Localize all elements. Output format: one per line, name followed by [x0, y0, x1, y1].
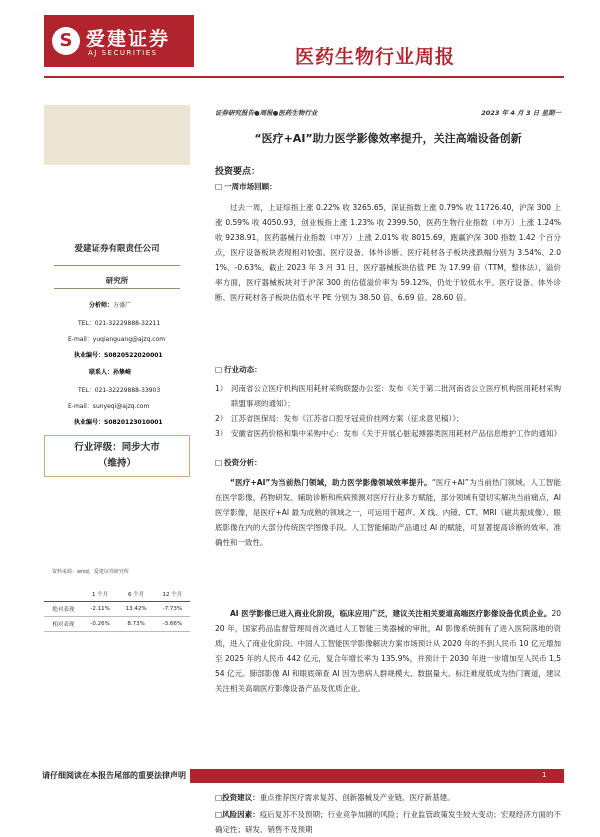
investment-analysis-heading [215, 457, 262, 468]
item-number: 3） [215, 429, 228, 438]
heading-label: 投资分析： [224, 458, 262, 467]
heading-label: 一周市场回顾： [224, 182, 277, 191]
list-item [215, 426, 561, 441]
report-type: 证券研究报告●周报●医药生物行业 [215, 109, 318, 117]
table-row [44, 617, 190, 632]
contact-name: 孙挚崎 [113, 369, 132, 376]
contact-email: E-mail：sunyeqi@ajzq.com [68, 403, 150, 410]
table-cell: 13.42% [125, 606, 147, 612]
logo-mark-icon: S [52, 27, 80, 55]
rating-maintain: （维持） [97, 458, 136, 469]
analyst-name: 方盛广 [113, 302, 132, 309]
contact-name-line [89, 367, 131, 376]
page-number: 1 [542, 771, 547, 779]
logo-chinese-name: 爱建证券 [86, 28, 171, 50]
checkbox-icon: □ [215, 365, 223, 374]
column-header: 6 个月 [127, 592, 145, 598]
sidebar-banner [44, 105, 190, 165]
heading-label: 行业动态： [224, 365, 262, 374]
table-cell: -3.66% [162, 621, 183, 627]
investment-points-heading: 投资要点： [215, 167, 261, 177]
item-text: 河南省公立医疗机构医用耗材采购联盟办公室：发布《关于第二批河南省公立医疗机构医用耗材采购联盟事项的通知》； [231, 384, 561, 408]
table-row [44, 602, 190, 617]
investment-suggestion [215, 790, 561, 805]
analyst-tel: TEL：021-32229888-32211 [78, 320, 161, 327]
market-review-text: 过去一周，上证综指上涨 0.22% 收 3265.65，深证指数上涨 0.79% 收 11726.40，沪深 300 上涨 0.59% 收 4050.93，创业板指上涨 1.23% 收 2399.50，医药生物行业指数（申万）上涨 1.24% 收 9238.91，医药器械行业指数（申万）上涨 2.01% 收 8015.69，跑赢沪深 300 指数 1.42 个百分点，医疗设备板块表现相对较强。医疗设备、体外诊断、医疗耗材各子板块涨跌幅分别为 3.54%、2.01%、-0.63%。截止 2023 年 3 月 31 日，医疗器械板块估值 PE 为 17.99 倍（TTM，整体法），溢价率方面，医疗器械板块对于沪深 300 的估值溢价率为 59.12%，仍处于较低水平。医疗设备、体外诊断、医疗耗材各子板块估值水平 PE 分别为 38.50 倍、6.69 倍、28.60 倍。 [215, 203, 561, 302]
analysis-paragraph-2 [215, 606, 561, 696]
contact-label: 联系人： [89, 369, 114, 376]
header-divider [44, 76, 564, 78]
analyst-email: E-mail：yuqianguang@ajzq.com [68, 336, 166, 343]
item-number: 1） [215, 384, 228, 393]
paragraph-lead: “医疗+AI”为当前热门领域，助力医学影像领域效率提升。 [230, 478, 432, 487]
table-cell: 相对表现 [52, 622, 75, 628]
analyst-label: 分析师： [89, 302, 114, 309]
checkbox-icon: □ [215, 182, 223, 191]
contact-tel: TEL：021-32229888-33903 [78, 387, 161, 394]
cert-number: S0820123010001 [104, 419, 163, 426]
analyst-name-line [89, 300, 131, 309]
suggestion-text: 重点推荐医疗需求复苏、创新器械及产业链、医疗新基建。 [259, 793, 455, 802]
paragraph-body: “医疗+AI”为当前热门领域，人工智能在医学影像、药物研发、辅助诊断和疾病预测对医疗行业多方赋能，部分领域有望切实解决当前痛点，AI 医学影像，是医疗+AI 最为成熟的领域之一，可运用于超声、X 线、内镜、CT、MRI（磁共振成像）、眼底影像在内的大部分传统医学图像手段。人工智能辅助产品通过 AI 的赋能，可显著提高诊断的效率、准确性和一致性。 [215, 478, 561, 547]
contact-cert-line [74, 417, 163, 426]
item-text: 江苏省医保局：发布《江苏省口腔牙冠竞价挂网方案（征求意见稿）》； [231, 414, 464, 423]
rating-line: 行业评级：同步大市 [74, 442, 160, 453]
legal-disclaimer: 请仔细阅读在本报告尾部的重要法律声明 [38, 769, 190, 783]
risk-text: 疫后复苏不及预期；行业竞争加剧的风险；行业监管政策发生较大变动；宏观经济方面的不确定性；研发、销售不及预期 [215, 810, 561, 834]
sidebar-company-name: 爱建证券有限责任公司 [74, 244, 160, 254]
column-header: 1 个月 [91, 592, 109, 598]
report-series-title: 医药生物行业周报 [295, 46, 456, 68]
risk-label: 风险因素： [222, 810, 260, 819]
table-cell: -0.26% [90, 621, 110, 627]
industry-rating-box [44, 435, 190, 477]
performance-table [44, 587, 190, 632]
chart-source-note: 资料来源：wind，爱建证券研究所 [52, 569, 129, 575]
table-cell: 绝对表现 [52, 607, 75, 613]
list-item [215, 411, 561, 426]
checkbox-icon: □ [215, 810, 223, 819]
report-header [0, 0, 600, 95]
market-review-heading [215, 181, 277, 192]
sidebar-institute: 研究所 [105, 276, 129, 285]
cert-label: 执业编号： [74, 419, 105, 426]
cert-label: 执业编号： [74, 352, 105, 359]
checkbox-icon: □ [215, 793, 223, 802]
cert-number: S0820522020001 [104, 352, 163, 359]
analysis-paragraph-1 [215, 475, 561, 550]
company-logo [44, 15, 194, 67]
suggestion-label: 投资建议： [222, 793, 260, 802]
paragraph-lead: AI 医学影像已进入商业化阶段，临床应用广泛，建议关注相关要道高端医疗影像设备优质企业。 [230, 609, 552, 618]
item-number: 2） [215, 414, 228, 423]
sidebar [44, 105, 190, 753]
report-date: 2023 年 4 月 3 日 星期一 [481, 109, 561, 117]
industry-news-heading [215, 364, 262, 375]
report-headline: “医疗+AI”助力医学影像效率提升，关注高端设备创新 [254, 132, 522, 145]
sidebar-divider [54, 288, 180, 289]
list-item [215, 381, 561, 411]
paragraph-body: 2020 年，国家药品监督管理局首次通过人工智能三类器械的审批，AI 影像系统拥有了进入医院落地的资质，进入了商业化阶段。中国人工智能医学影像解决方案市场预计从 2020 年的不到人民币 10 亿元增加至 2025 年的人民币 442 亿元，复合年增长率为 135.9%，并预计于 2030 年进一步增加至人民币 1,554 亿元。肺部影像 AI 和眼底筛查 AI 因为患病人群规模大、数据量大、标注难度低成为热门赛道，建议关注相关高端医疗影像设备产品及优质企业。 [215, 609, 561, 693]
table-header-row [44, 587, 190, 602]
analyst-cert-line [74, 350, 163, 359]
industry-news-list [215, 381, 561, 441]
item-text: 安徽省医药价格和集中采购中心：发布《关于开展心脏起搏器类医用耗材产品信息维护工作的通知》 [231, 429, 561, 438]
checkbox-icon: □ [215, 458, 223, 467]
table-cell: 8.73% [127, 621, 145, 627]
logo-english-name: AJ SECURITIES [88, 49, 158, 57]
table-cell: -2.11% [90, 606, 110, 612]
column-header [44, 587, 83, 602]
sidebar-divider [54, 265, 180, 266]
column-header: 12 个月 [162, 592, 183, 598]
table-cell: -7.73% [162, 606, 183, 612]
risk-factors [215, 807, 561, 837]
